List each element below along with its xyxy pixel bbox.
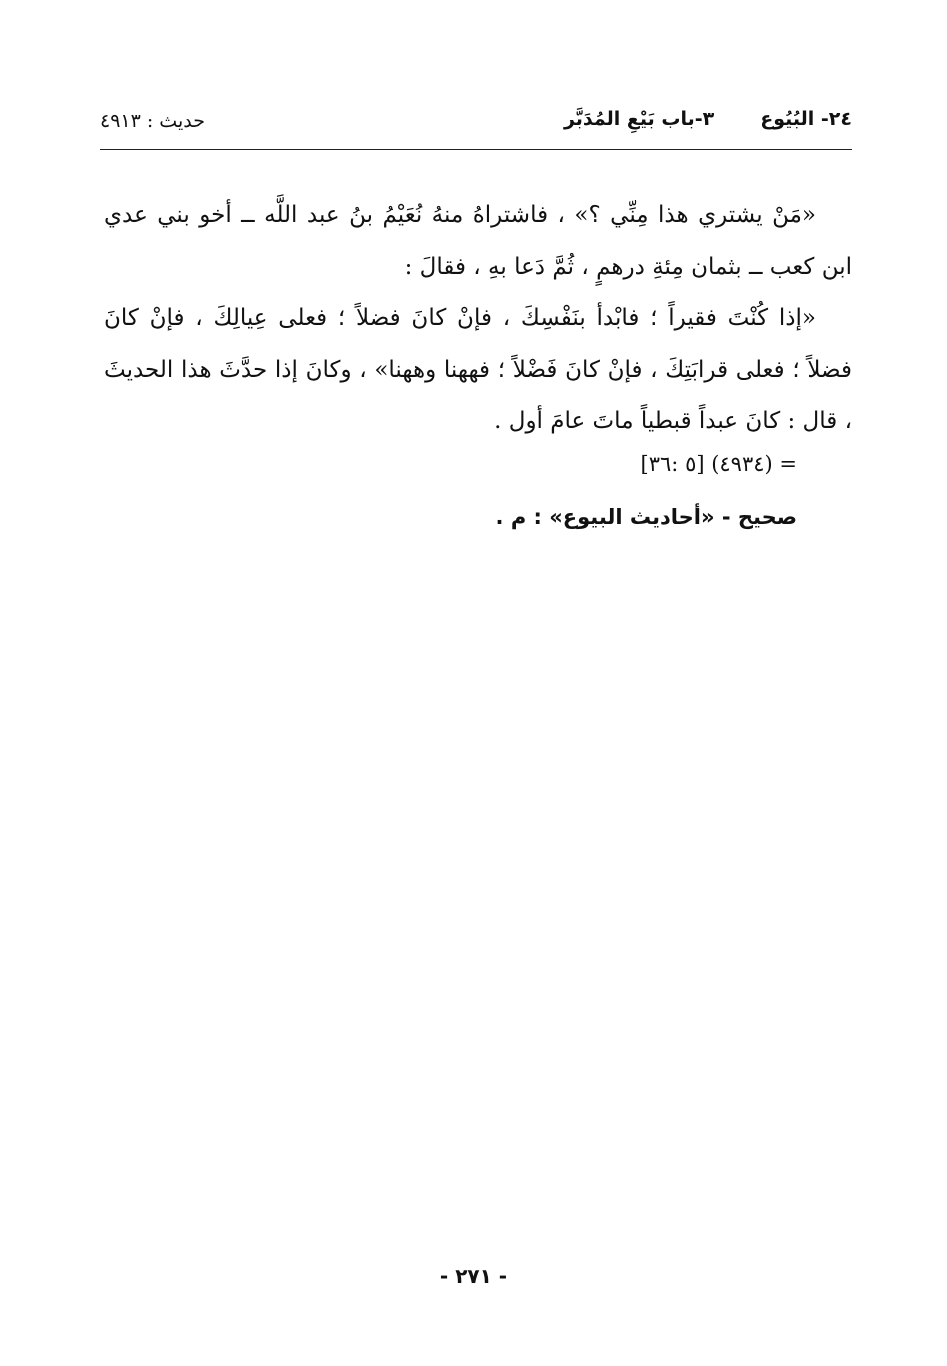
hadith-paragraph-2: «إذا كُنْتَ فقيراً ؛ فابْدأ بنَفْسِكَ ، فإنْ كانَ فضلاً ؛ فعلى عِيالِكَ ، فإنْ كانَ فضلاً ؛ فعلى قرابَتِكَ ، فإنْ كانَ فَضْلاً ؛ فههنا وههنا» ، وكانَ إذا حدَّثَ هذا الحديثَ ، قال : كانَ عبداً قبطياً ماتَ عامَ أول . xyxy=(104,305,852,434)
hadith-paragraph-1: «مَنْ يشتري هذا مِنِّي ؟» ، فاشتراهُ منهُ نُعَيْمُ بنُ عبد اللَّه ــ أخو بني عدي ابن كعب ــ بثمان مِئةِ درهمٍ ، ثُمَّ دَعا بهِ ، فقالَ : xyxy=(104,202,852,280)
hadith-text xyxy=(104,190,852,448)
page-number: - ٢٧١ - xyxy=(439,1264,508,1288)
header-titles xyxy=(564,108,852,130)
hadith-number-ref: حديث : ٤٩١٣ xyxy=(100,110,205,132)
chapter-title: ٢٤- البُيُوع xyxy=(760,108,852,130)
section-title: ٣-باب بَيْعِ المُدَبَّر xyxy=(563,108,715,130)
header-divider xyxy=(100,149,852,150)
running-header xyxy=(100,108,852,148)
hadith-grading: صحيح - «أحاديث البيوع» : م . xyxy=(495,505,797,529)
cross-reference: = (٤٩٣٤) [٥ :٣٦] xyxy=(640,452,797,476)
